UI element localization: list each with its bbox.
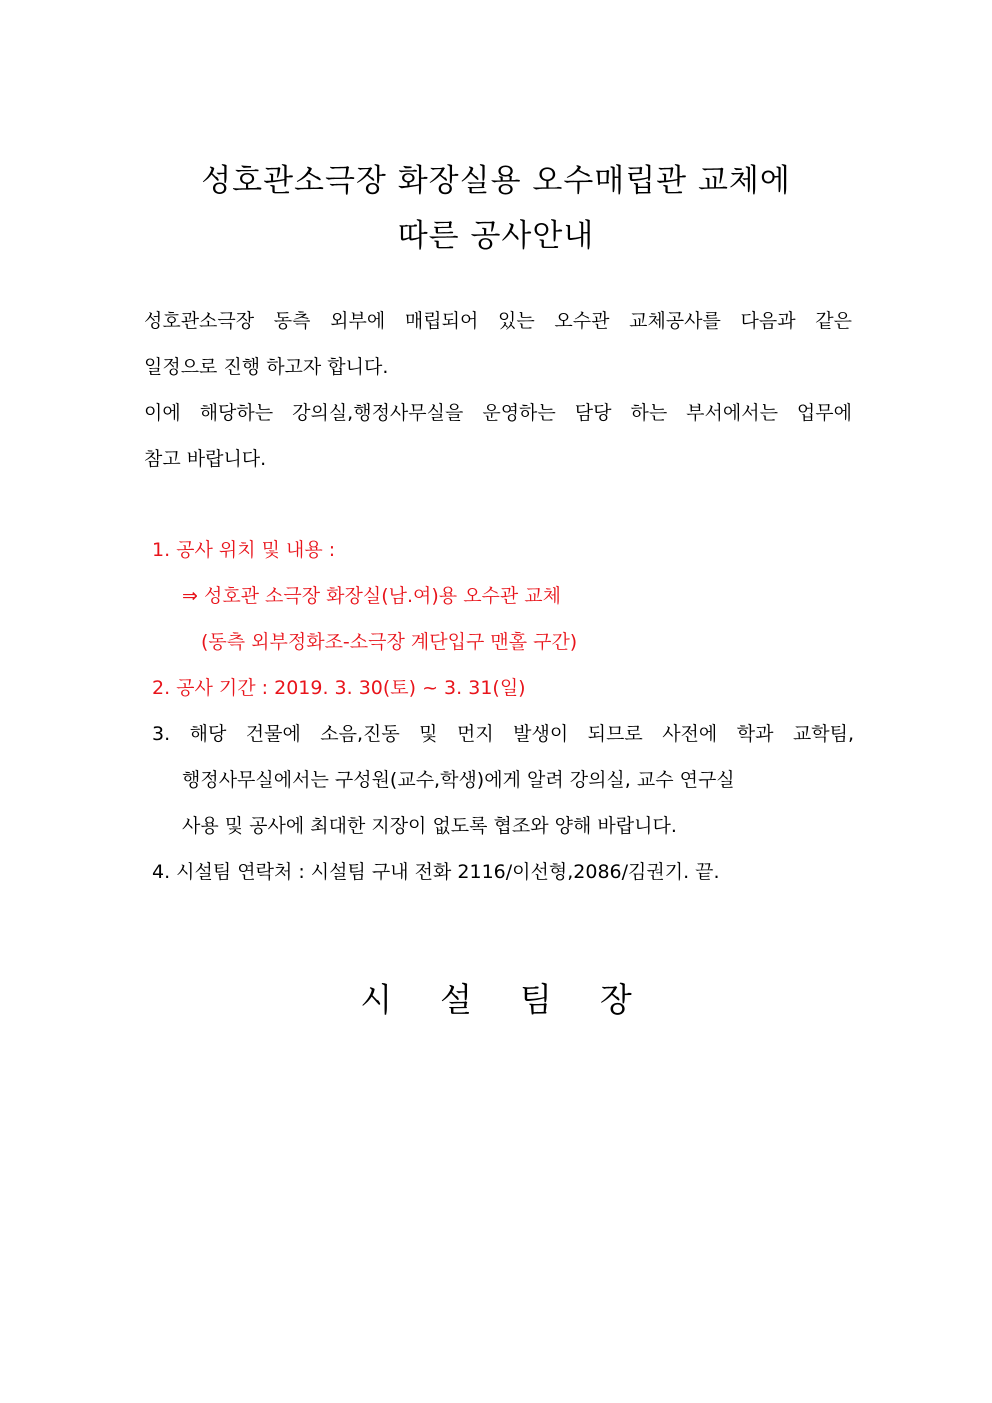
item-3-line-2: 행정사무실에서는 구성원(교수,학생)에게 알려 강의실, 교수 연구실 (182, 769, 735, 791)
item-3-line-1: 3. 해당 건물에 소음,진동 및 먼지 발생이 되므로 사전에 학과 교학팀, (152, 723, 854, 745)
intro-line-2: 일정으로 진행 하고자 합니다. (144, 356, 389, 378)
signature-char: 설 (440, 980, 472, 1019)
item-3-line-3: 사용 및 공사에 최대한 지장이 없도록 협조와 양해 바랍니다. (182, 815, 677, 837)
document-title-line1: 성호관소극장 화장실용 오수매립관 교체에 (201, 163, 791, 199)
item-1-location-range: (동측 외부정화조-소극장 계단입구 맨홀 구간) (201, 631, 578, 653)
signature-facilities-team-leader (0, 980, 992, 1019)
signature-char: 장 (599, 980, 632, 1019)
item-1-location-detail: ⇒ 성호관 소극장 화장실(남.여)용 오수관 교체 (182, 585, 562, 607)
item-2-period: 2. 공사 기간 : 2019. 3. 30(토) ~ 3. 31(일) (152, 677, 526, 699)
intro-line-4: 참고 바랍니다. (144, 448, 267, 470)
document-title-line2: 따른 공사안내 (397, 218, 595, 254)
intro-line-3: 이에 해당하는 강의실,행정사무실을 운영하는 담당 하는 부서에서는 업무에 (144, 402, 852, 424)
item-1-location-heading: 1. 공사 위치 및 내용 : (152, 539, 336, 561)
signature-char: 팀 (520, 980, 552, 1019)
item-4-contact: 4. 시설팀 연락처 : 시설팀 구내 전화 2116/이선형,2086/김권기. 끝. (152, 861, 720, 883)
signature-char: 시 (360, 980, 393, 1019)
intro-line-1: 성호관소극장 동측 외부에 매립되어 있는 오수관 교체공사를 다음과 같은 (144, 310, 852, 332)
